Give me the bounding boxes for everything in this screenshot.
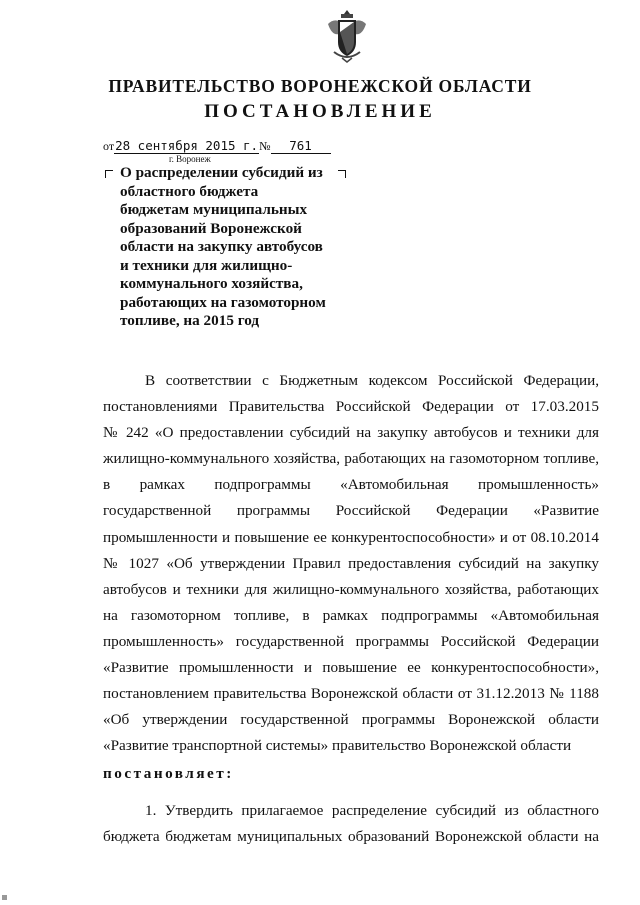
body-line: государственной программы Российской Федерации «Развитие [103, 502, 599, 520]
title-bracket-right [338, 170, 346, 178]
body-line: в рамках подпрограммы «Автомобильная промышленность» [103, 476, 599, 494]
title-line: работающих на газомоторном [120, 293, 326, 311]
body-line: промышленности и повышение ее конкурентоспособности» и от 08.10.2014 [103, 528, 599, 546]
decree-word: постановляет: [103, 765, 234, 783]
dateline [103, 138, 331, 154]
body-line: постановлениями Правительства Российской Федерации от 17.03.2015 [103, 398, 599, 416]
body-line: В соответствии с Бюджетным кодексом Российской Федерации, [145, 372, 599, 389]
body-line: № 242 «О предоставлении субсидий на закупку автобусов и техники для [103, 424, 599, 442]
body-line: промышленность» государственной программы Российской Федерации [103, 632, 599, 650]
title-bracket-left [105, 170, 113, 178]
body-line: № 1027 «Об утверждении Правил предоставления субсидий на закупку [103, 554, 599, 572]
title-line: области на закупку автобусов [120, 238, 323, 255]
body-line: «Развитие транспортной системы» правительство Воронежской области [103, 737, 572, 755]
document-date: 28 сентября 2015 г. [115, 138, 259, 153]
title-line: О распределении субсидий из [120, 164, 323, 181]
item-1-line: 1. Утвердить прилагаемое распределение субсидий из областного [145, 801, 599, 819]
city: г. Воронеж [169, 154, 211, 164]
document-title [120, 164, 326, 331]
title-line: областного бюджета [120, 182, 259, 200]
title-line: коммунального хозяйства, [120, 275, 303, 292]
title-line: бюджетам муниципальных [120, 201, 308, 218]
body-line: постановлением правительства Воронежской области от 31.12.2013 № 1188 [103, 685, 599, 703]
title-line: и техники для жилищно- [120, 256, 293, 274]
body-line: жилищно-коммунального хозяйства, работающих на газомоторном топливе, [103, 450, 599, 468]
body-line: на газомоторном топливе, в рамках подпрограммы «Автомобильная [103, 606, 599, 624]
government-name: ПРАВИТЕЛЬСТВО ВОРОНЕЖСКОЙ ОБЛАСТИ [108, 76, 532, 96]
coat-of-arms-icon [324, 8, 370, 64]
document-type-heading: ПОСТАНОВЛЕНИЕ [204, 101, 436, 122]
document-body [103, 368, 599, 850]
body-line: автобусов и техники для жилищно-коммунального хозяйства, работающих [103, 580, 599, 598]
number-sign: № [259, 139, 271, 153]
item-1-line: бюджета бюджетам муниципальных образований Воронежской области на [103, 827, 599, 845]
scan-mark [2, 895, 7, 900]
title-line: топливе, на 2015 год [120, 312, 260, 329]
document-number: 761 [271, 138, 331, 154]
body-line: «Об утверждении государственной программы Воронежской области [103, 711, 599, 729]
date-prefix: от [103, 139, 115, 153]
body-line: «Развитие промышленности и повышение ее конкурентоспособности», [103, 659, 599, 677]
title-line: образований Воронежской [120, 219, 302, 237]
